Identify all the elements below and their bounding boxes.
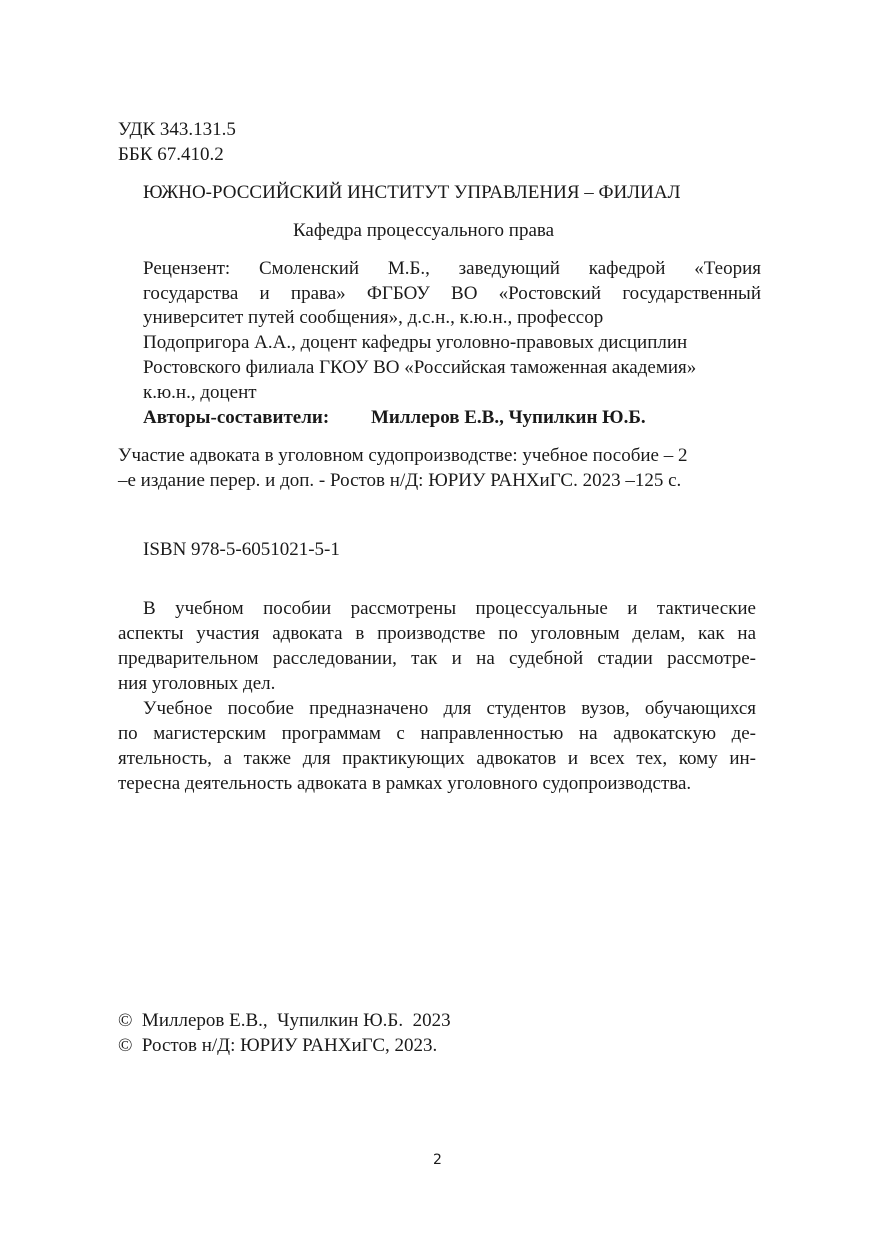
copyright-line: © Миллеров Е.В., Чупилкин Ю.Б. 2023 bbox=[118, 1010, 451, 1031]
citation-line: Участие адвоката в уголовном судопроизводстве: учебное пособие – 2 bbox=[118, 445, 688, 466]
department-name: Кафедра процессуального права bbox=[293, 220, 555, 241]
isbn: ISBN 978-5-6051021-5-1 bbox=[143, 539, 340, 560]
abstract-line: предварительном расследовании, так и на судебной стадии рассмотре- bbox=[118, 648, 756, 669]
institute-name: ЮЖНО-РОССИЙСКИЙ ИНСТИТУТ УПРАВЛЕНИЯ – ФИЛИАЛ bbox=[143, 182, 681, 203]
reviewer-line: к.ю.н., доцент bbox=[143, 382, 257, 403]
reviewer-line: Подопригора А.А., доцент кафедры уголовно-правовых дисциплин bbox=[143, 332, 688, 353]
abstract-line: ятельность, а также для практикующих адвокатов и всех тех, кому ин- bbox=[118, 748, 756, 769]
citation-line: –е издание перер. и доп. - Ростов н/Д: ЮРИУ РАНХиГС. 2023 –125 с. bbox=[118, 470, 682, 491]
abstract-line: тересна деятельность адвоката в рамках уголовного судопроизводства. bbox=[118, 773, 692, 794]
page-number: 2 bbox=[433, 1152, 442, 1168]
abstract-line: аспекты участия адвоката в производстве по уголовным делам, как на bbox=[118, 623, 756, 644]
authors-names: Миллеров Е.В., Чупилкин Ю.Б. bbox=[371, 407, 646, 428]
udk-code: УДК 343.131.5 bbox=[118, 119, 236, 140]
abstract-line: Учебное пособие предназначено для студентов вузов, обучающихся bbox=[143, 698, 756, 719]
reviewer-line: Ростовского филиала ГКОУ ВО «Российская таможенная академия» bbox=[143, 357, 697, 378]
abstract-line: ния уголовных дел. bbox=[118, 673, 276, 694]
bbk-code: ББК 67.410.2 bbox=[118, 144, 224, 165]
copyright-line: © Ростов н/Д: ЮРИУ РАНХиГС, 2023. bbox=[118, 1035, 438, 1056]
reviewer-line: университет путей сообщения», д.с.н., к.ю.н., профессор bbox=[143, 307, 604, 328]
reviewer-line: Рецензент: Смоленский М.Б., заведующий кафедрой «Теория bbox=[143, 258, 761, 279]
abstract-line: В учебном пособии рассмотрены процессуальные и тактические bbox=[143, 598, 756, 619]
authors-label: Авторы-составители: bbox=[143, 407, 330, 428]
reviewer-line: государства и права» ФГБОУ ВО «Ростовский государственный bbox=[143, 283, 761, 304]
abstract-line: по магистерским программам с направленностью на адвокатскую де- bbox=[118, 723, 756, 744]
